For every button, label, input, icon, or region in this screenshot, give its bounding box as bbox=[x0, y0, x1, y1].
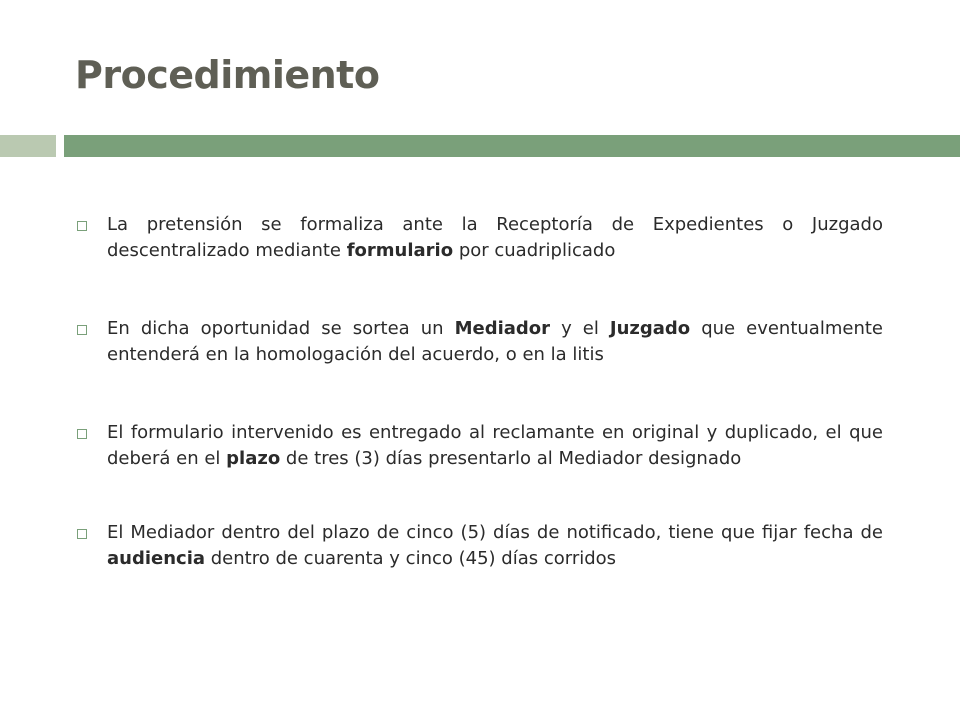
bullet-item bbox=[75, 420, 883, 472]
bullet-list bbox=[75, 212, 883, 624]
square-outline-icon bbox=[77, 429, 87, 439]
bullet-text: El formulario intervenido es entregado al reclamante en original y duplicado, el que deberá en el plazo de tres (3) días presentarlo al Mediador designado bbox=[107, 422, 883, 469]
slide-title: Procedimiento bbox=[75, 53, 380, 97]
square-outline-icon bbox=[77, 325, 87, 335]
bullet-text: En dicha oportunidad se sortea un Mediador y el Juzgado que eventualmente entenderá en la homologación del acuerdo, o en la litis bbox=[107, 318, 883, 365]
bullet-item bbox=[75, 212, 883, 264]
square-outline-icon bbox=[77, 529, 87, 539]
bullet-text: La pretensión se formaliza ante la Receptoría de Expedientes o Juzgado descentralizado mediante formulario por cuadriplicado bbox=[107, 214, 883, 261]
title-rule-left bbox=[0, 135, 56, 157]
bullet-text: El Mediador dentro del plazo de cinco (5) días de notificado, tiene que fijar fecha de audiencia dentro de cuarenta y cinco (45) días corridos bbox=[107, 522, 883, 569]
bullet-item bbox=[75, 520, 883, 572]
square-outline-icon bbox=[77, 221, 87, 231]
title-rule-right bbox=[64, 135, 960, 157]
bullet-item bbox=[75, 316, 883, 368]
